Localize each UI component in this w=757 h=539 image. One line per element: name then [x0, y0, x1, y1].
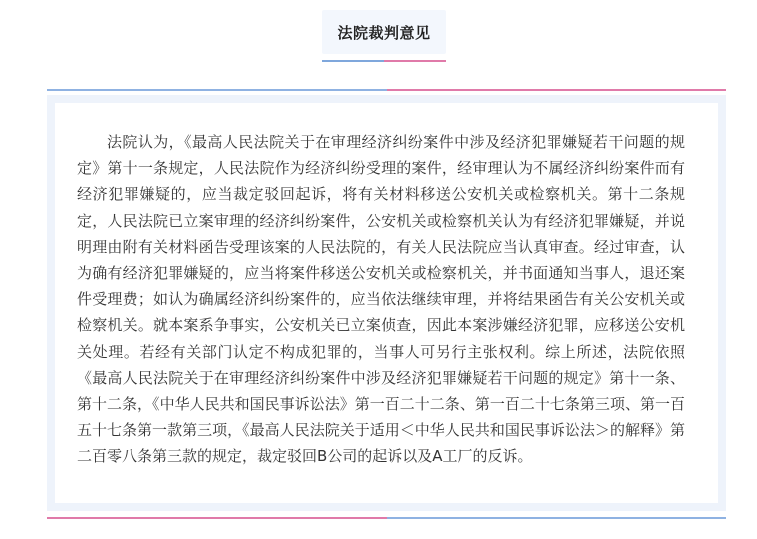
- section-title: 法院裁判意见: [322, 10, 446, 54]
- content-panel: [47, 95, 726, 511]
- court-opinion-paragraph: 法院认为，《最高人民法院关于在审理经济纠纷案件中涉及经济犯罪嫌疑若干问题的规定》第十一条规定，人民法院作为经济纠纷受理的案件，经审理认为不属经济纠纷案件而有经济犯罪嫌疑的，应当裁定驳回起诉，将有关材料移送公安机关或检察机关。第十二条规定，人民法院已立案审理的经济纠纷案件，公安机关或检察机关认为有经济犯罪嫌疑，并说明理由附有关材料函告受理该案的人民法院的，有关人民法院应当认真审查。经过审查，认为确有经济犯罪嫌疑的，应当将案件移送公安机关或检察机关，并书面通知当事人，退还案件受理费；如认为确属经济纠纷案件的，应当依法继续审理，并将结果函告有关公安机关或检察机关。就本案系争事实，公安机关已立案侦查，因此本案涉嫌经济犯罪，应移送公安机关处理。若经有关部门认定不构成犯罪的，当事人可另行主张权利。综上所述，法院依照《最高人民法院关于在审理经济纠纷案件中涉及经济犯罪嫌疑若干问题的规定》第十一条、第十二条，《中华人民共和国民事诉讼法》第一百二十二条、第一百二十七条第三项、第一百五十七条第一款第三项，《最高人民法院关于适用＜中华人民共和国民事诉讼法＞的解释》第二百零八条第三款的规定，裁定驳回B公司的起诉以及A工厂的反诉。: [77, 133, 685, 466]
- title-underline-divider: [322, 60, 446, 62]
- content-panel-inner: [55, 103, 718, 503]
- bottom-divider: [47, 517, 726, 519]
- top-divider: [47, 89, 726, 91]
